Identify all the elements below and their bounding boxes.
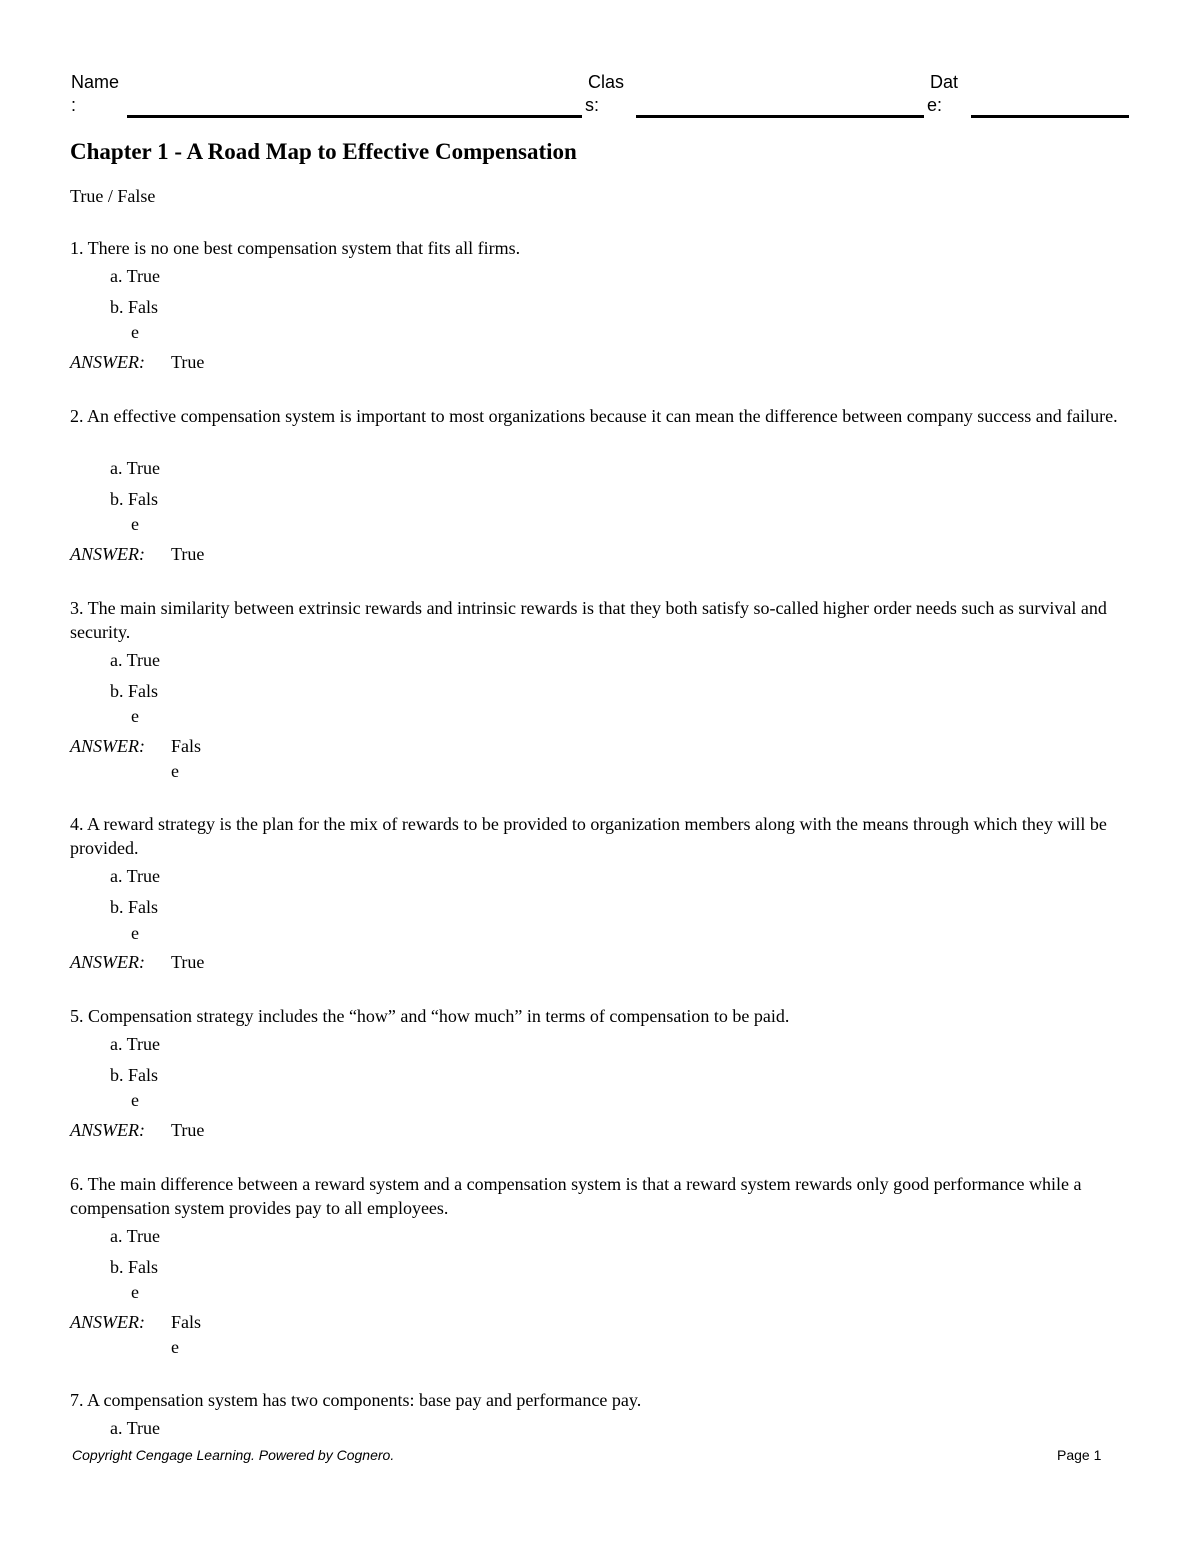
date-input-line[interactable] (971, 115, 1129, 118)
date-label-colon: e: (927, 95, 943, 115)
answer-line (70, 542, 205, 566)
answer-value: True (171, 1120, 205, 1140)
question-text: 4. A reward strategy is the plan for the mix of rewards to be provided to organization members along with the means through which they will be provided. (70, 814, 1107, 858)
option-b: b. Fals (110, 1257, 159, 1277)
option-a: a. True (110, 1418, 161, 1438)
answer-label: ANSWER: (70, 736, 145, 756)
question-text: 5. Compensation strategy includes the “how” and “how much” in terms of compensation to be paid. (70, 1006, 790, 1026)
option-a: a. True (110, 1034, 161, 1054)
answer-line (70, 1118, 205, 1142)
option-b: b. Fals (110, 1065, 159, 1085)
date-label: Dat (930, 72, 959, 92)
option-b-wrap: e (131, 322, 139, 342)
option-b-wrap: e (131, 514, 139, 534)
option-b: b. Fals (110, 297, 159, 317)
answer-label: ANSWER: (70, 952, 145, 972)
option-a: a. True (110, 266, 161, 286)
option-b-wrap: e (131, 923, 139, 943)
answer-value: Fals (171, 736, 202, 756)
answer-value-wrap: e (171, 761, 179, 781)
answer-line (70, 1310, 202, 1334)
answer-label: ANSWER: (70, 544, 145, 564)
class-input-line[interactable] (636, 115, 924, 118)
answer-label: ANSWER: (70, 1120, 145, 1140)
answer-label: ANSWER: (70, 352, 145, 372)
answer-value: Fals (171, 1312, 202, 1332)
option-b: b. Fals (110, 681, 159, 701)
option-b-wrap: e (131, 1090, 139, 1110)
chapter-title: Chapter 1 - A Road Map to Effective Compensation (70, 139, 577, 164)
option-b-wrap: e (131, 706, 139, 726)
answer-label: ANSWER: (70, 1312, 145, 1332)
answer-line (70, 950, 205, 974)
answer-value-wrap: e (171, 1337, 179, 1357)
class-label: Clas (588, 72, 625, 92)
option-b: b. Fals (110, 489, 159, 509)
section-heading: True / False (70, 186, 156, 206)
option-b-wrap: e (131, 1282, 139, 1302)
footer-page-number: Page 1 (1057, 1447, 1102, 1463)
name-label-colon: : (71, 95, 77, 115)
answer-line (70, 350, 205, 374)
option-a: a. True (110, 650, 161, 670)
name-input-line[interactable] (127, 115, 582, 118)
option-a: a. True (110, 1226, 161, 1246)
question-text: 1. There is no one best compensation system that fits all firms. (70, 238, 521, 258)
question-text: 7. A compensation system has two components: base pay and performance pay. (70, 1390, 642, 1410)
answer-value: True (171, 952, 205, 972)
name-label: Name (71, 72, 120, 92)
answer-line (70, 734, 202, 758)
answer-value: True (171, 352, 205, 372)
question-text: 6. The main difference between a reward system and a compensation system is that a reward system rewards only good performance while a compensation system provides pay to all employees. (70, 1174, 1082, 1218)
answer-value: True (171, 544, 205, 564)
option-b: b. Fals (110, 897, 159, 917)
option-a: a. True (110, 458, 161, 478)
class-label-colon: s: (585, 95, 600, 115)
footer-copyright: Copyright Cengage Learning. Powered by Cognero. (72, 1447, 395, 1463)
question-text: 2. An effective compensation system is important to most organizations because it can mean the difference between company success and failure. (70, 406, 1118, 426)
question-text: 3. The main similarity between extrinsic rewards and intrinsic rewards is that they both satisfy so-called higher order needs such as survival and security. (70, 598, 1107, 642)
option-a: a. True (110, 866, 161, 886)
